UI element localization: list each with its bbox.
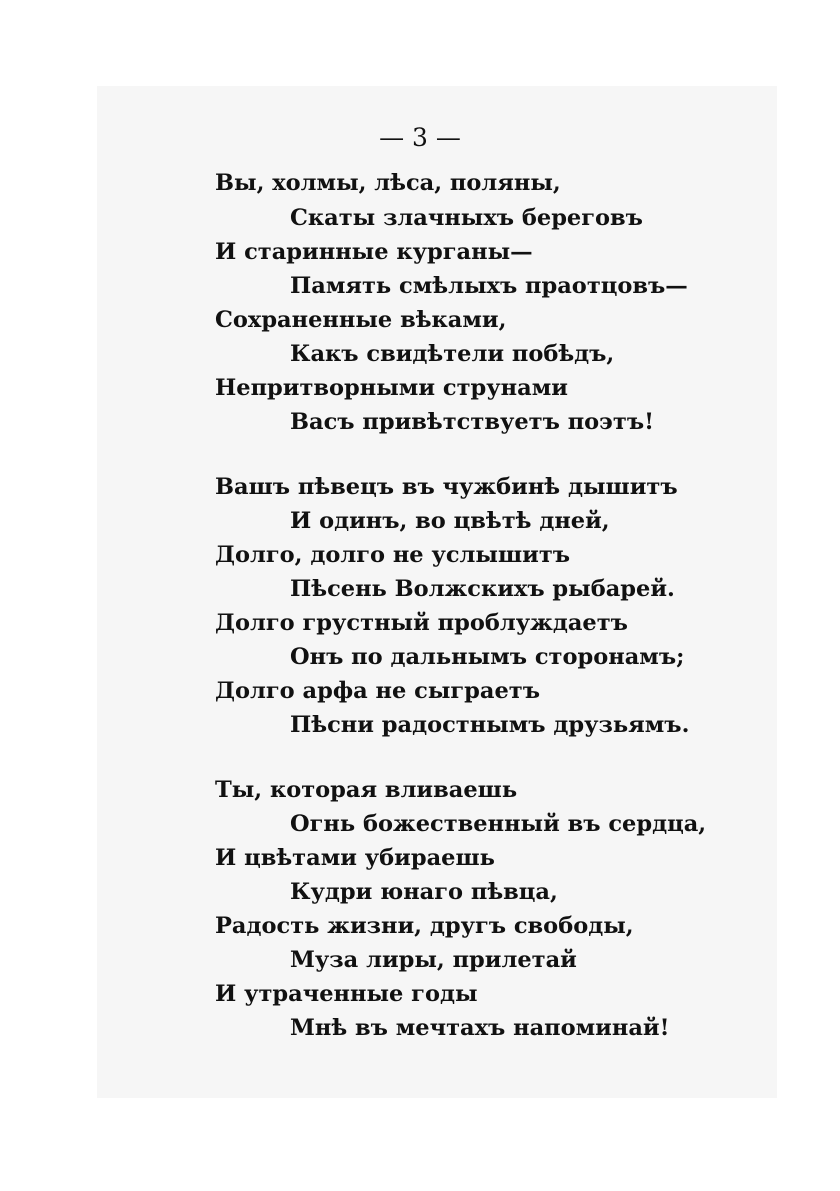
poem-line: Память смѣлыхъ праотцовъ— xyxy=(290,273,688,299)
poem-line: Долго арфа не сыграетъ xyxy=(215,678,541,704)
poem-line: Кудри юнаго пѣвца, xyxy=(290,879,558,905)
page-number: — 3 — xyxy=(379,123,461,152)
poem-line: Непритворными струнами xyxy=(215,375,568,401)
poem-line: Онъ по дальнымъ сторонамъ; xyxy=(290,644,685,670)
poem-line: Мнѣ въ мечтахъ напоминай! xyxy=(290,1015,670,1041)
poem-line: Пѣсни радостнымъ друзьямъ. xyxy=(290,712,690,738)
poem-line: И цвѣтами убираешь xyxy=(215,845,495,871)
poem-line: Радость жизни, другъ свободы, xyxy=(215,913,634,939)
poem-line: Муза лиры, прилетай xyxy=(290,947,577,973)
poem-line: Какъ свидѣтели побѣдъ, xyxy=(290,341,615,367)
poem-line: Вашъ пѣвецъ въ чужбинѣ дышитъ xyxy=(215,474,678,500)
poem-line: Пѣсень Волжскихъ рыбарей. xyxy=(290,576,675,602)
poem-line: И старинные курганы— xyxy=(215,239,533,265)
poem-line: Огнь божественный въ сердца, xyxy=(290,811,707,837)
poem-line: Долго грустный проблуждаетъ xyxy=(215,610,628,636)
poem-line: Скаты злачныхъ береговъ xyxy=(290,205,643,231)
poem-line: Васъ привѣтствуетъ поэтъ! xyxy=(290,409,654,435)
poem-line: Долго, долго не услышитъ xyxy=(215,542,571,568)
poem-line: Вы, холмы, лѣса, поляны, xyxy=(215,170,561,196)
poem-line: Сохраненные вѣками, xyxy=(215,307,507,333)
poem-line: И утраченные годы xyxy=(215,981,478,1007)
poem-line: Ты, которая вливаешь xyxy=(215,777,518,803)
poem-line: И одинъ, во цвѣтѣ дней, xyxy=(290,508,610,534)
